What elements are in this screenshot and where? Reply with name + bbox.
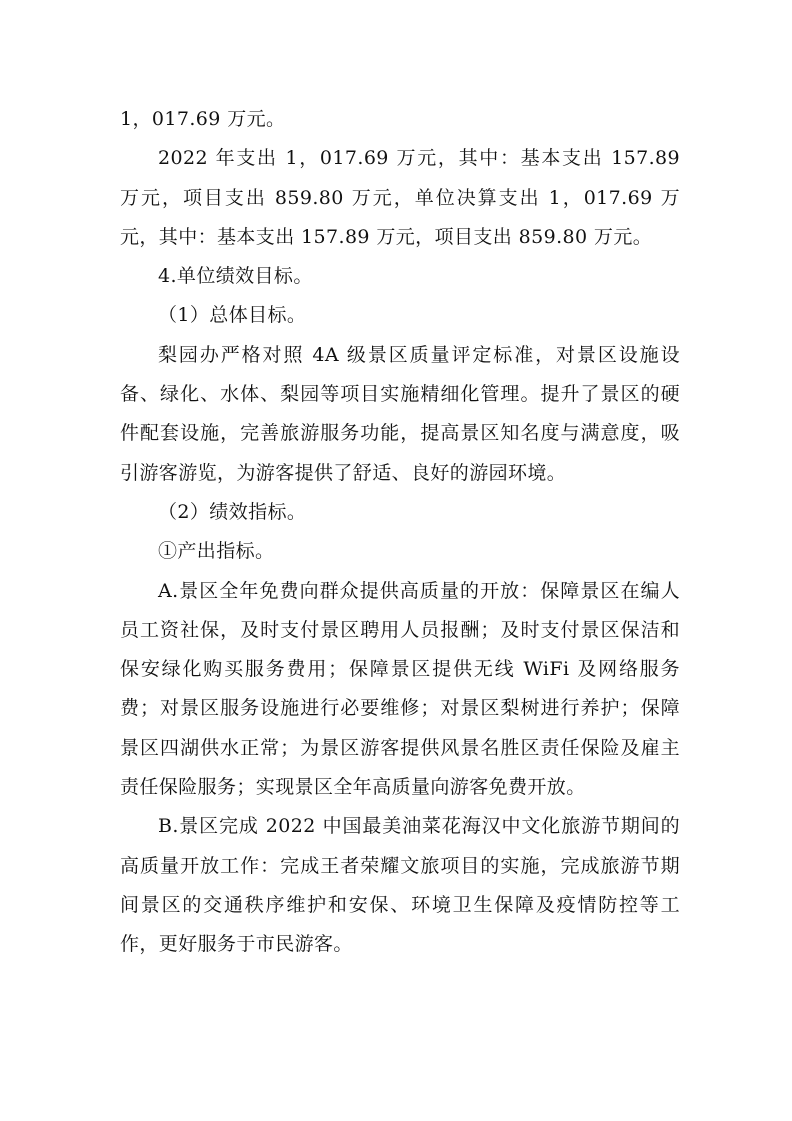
paragraph-overall-goal: 梨园办严格对照 4A 级景区质量评定标准，对景区设施设备、绿化、水体、梨园等项目实施精细化管理。提升了景区的硬件配套设施，完善旅游服务功能，提高景区知名度与满意度，吸引游客游览，为游客提供了舒适、良好的游园环境。 bbox=[120, 343, 680, 484]
paragraph-amount-continuation: 1，017.69 万元。 bbox=[120, 108, 286, 130]
document-body bbox=[120, 100, 680, 965]
paragraph-item-b: B.景区完成 2022 中国最美油菜花海汉中文化旅游节期间的高质量开放工作：完成王者荣耀文旅项目的实施，完成旅游节期间景区的交通秩序维护和安保、环境卫生保障及疫情防控等工作，更好服务于市民游客。 bbox=[120, 815, 680, 956]
paragraph-expenditure: 2022 年支出 1，017.69 万元，其中：基本支出 157.89 万元，项目支出 859.80 万元，单位决算支出 1，017.69 万元，其中：基本支出 157.89 万元，项目支出 859.80 万元。 bbox=[120, 147, 680, 248]
subheading-performance-indicators: （2）绩效指标。 bbox=[158, 500, 307, 523]
section-heading-performance-goals: 4.单位绩效目标。 bbox=[158, 265, 313, 288]
subheading-output-indicators: ①产出指标。 bbox=[158, 540, 275, 563]
paragraph-item-a: A.景区全年免费向群众提供高质量的开放：保障景区在编人员工资社保，及时支付景区聘用人员报酬；及时支付景区保洁和保安绿化购买服务费用；保障景区提供无线 WiFi 及网络服务费；对景区服务设施进行必要维修；对景区梨树进行养护；保障景区四湖供水正常；为景区游客提供风景名胜区责任保险及雇主责任保险服务；实现景区全年高质量向游客免费开放。 bbox=[120, 579, 680, 799]
subheading-overall-goal: （1）总体目标。 bbox=[158, 304, 307, 327]
